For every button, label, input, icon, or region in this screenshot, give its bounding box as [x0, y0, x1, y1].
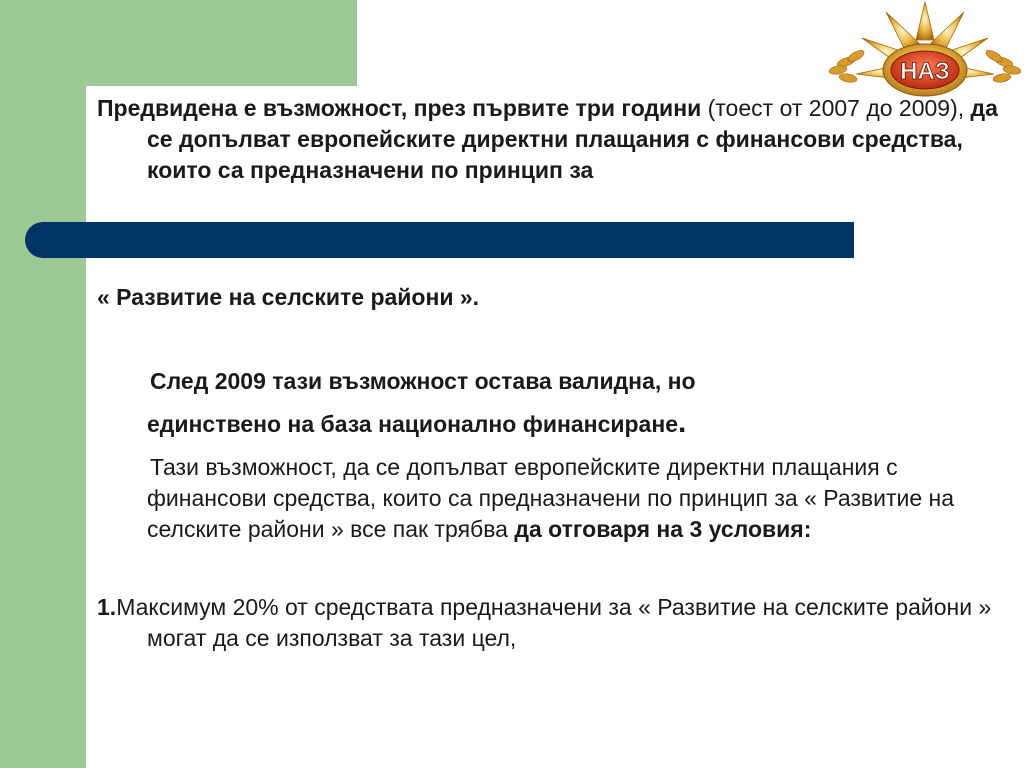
paragraph-after-2009 — [147, 360, 947, 445]
navy-accent-bar — [25, 222, 854, 258]
logo-text: НАЗ — [900, 58, 950, 85]
intro-bold-2: да се допълват европейските директни плащания с финансови средства, които са предназначени по принцип за — [147, 95, 998, 183]
after-2009-dot: . — [678, 406, 687, 439]
paragraph-conditions — [147, 452, 967, 545]
after-2009-line-2-text: единствено на база национално финансиране — [147, 411, 679, 437]
paragraph-rural-development: « Развитие на селските райони ». — [97, 284, 480, 310]
green-header-panel — [0, 0, 357, 86]
after-2009-line-1: След 2009 тази възможност остава валидна, но — [150, 368, 696, 394]
naz-logo — [826, 0, 1024, 108]
paragraph-intro — [97, 93, 1017, 186]
conditions-colon: : — [803, 516, 812, 542]
paragraph-condition-1 — [97, 592, 1017, 654]
intro-normal: (тоест от 2007 до 2009), — [701, 95, 971, 121]
condition-number: 1. — [97, 594, 117, 620]
after-2009-line-2 — [147, 402, 947, 445]
green-side-strip — [0, 86, 86, 768]
intro-bold-1: Предвидена е възможност, през първите три години — [97, 95, 702, 121]
conditions-normal: Тази възможност, да се допълват европейските директни плащания с финансови средства, които са предназначени по принцип за « Развитие на селските райони » все пак трябва — [147, 454, 955, 542]
conditions-bold: да отговаря на 3 условия — [514, 516, 804, 542]
condition-text: Максимум 20% от средствата предназначени за « Развитие на селските райони » могат да се използват за тази цел, — [116, 594, 992, 651]
